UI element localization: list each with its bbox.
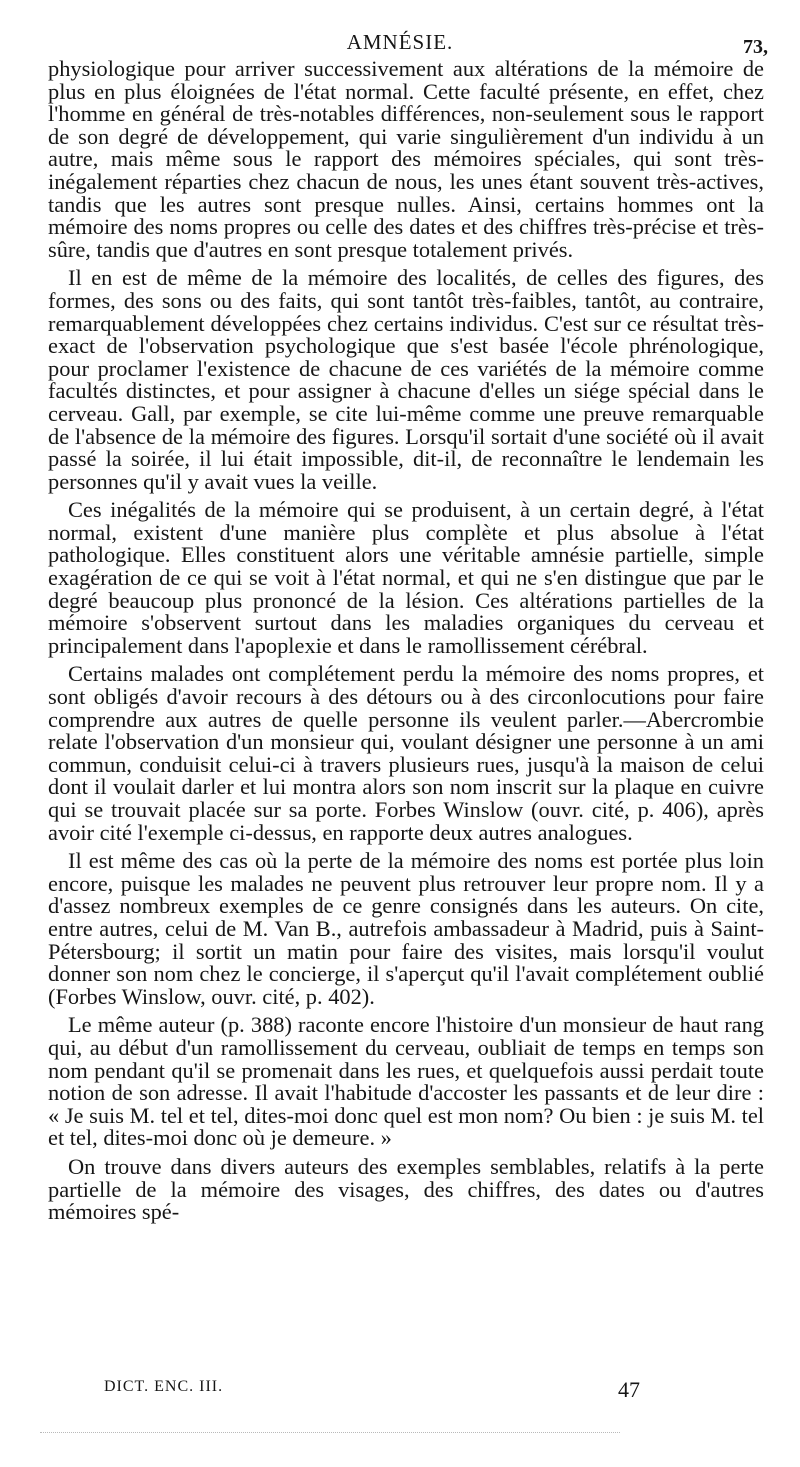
footer-divider <box>40 1432 620 1433</box>
paragraph: Il est même des cas où la perte de la mémoire des noms est portée plus loin encore, puisque les malades ne peuvent plus retrouver leur propre nom. Il y a d'assez nombreux exemples de ce genre consignés dans les auteurs. On cite, entre autres, celui de M. Van B., autrefois ambassadeur à Madrid, puis à Saint-Pétersbourg; il sortit un matin pour faire des visites, mais lorsqu'il voulut donner son nom chez le concierge, il s'aperçut qu'il l'avait complétement oublié (Forbes Winslow, ouvr. cité, p. 402). <box>48 848 764 1009</box>
paragraph: Le même auteur (p. 388) raconte encore l'histoire d'un monsieur de haut rang qui, au début d'un ramollissement du cerveau, oubliait de temps en temps son nom pendant qu'il se promenait dans les rues, et quelquefois aussi perdait toute notion de son adresse. Il avait l'habitude d'accoster les passants et de leur dire : « Je suis M. tel et tel, dites-moi donc quel est mon nom? Ou bien : je suis M. tel et tel, dites-moi donc où je demeure. » <box>48 1012 764 1151</box>
paragraph: Certains malades ont complétement perdu la mémoire des noms propres, et sont obligés d'avoir recours à des détours ou à des circonlocutions pour faire comprendre aux autres de quelle personne ils veulent parler.—Abercrombie relate l'observation d'un monsieur qui, voulant désigner une personne à un ami commun, conduisit celui-ci à travers plusieurs rues, jusqu'à la maison de celui dont il voulait darler et lui montra alors son nom inscrit sur la plaque en cuivre qui se trouvait placée sur sa porte. Forbes Winslow (ouvr. cité, p. 406), après avoir cité l'exemple ci-dessus, en rapporte deux autres analogues. <box>48 661 764 845</box>
page-number: 73, <box>743 36 768 58</box>
printer-signature: DICT. ENC. III. <box>104 1378 224 1395</box>
sheet-number: 47 <box>618 1377 640 1402</box>
paragraph: physiologique pour arriver successivement aux altérations de la mémoire de plus en plus éloignées de l'état normal. Cette faculté présente, en effet, chez l'homme en général de très-notables différences, non-seulement sous le rapport de son degré de développement, qui varie singulièrement d'un individu à un autre, mais même sous le rapport des mémoires spéciales, qui sont très-inégalement réparties chez chacun de nous, les unes étant souvent très-actives, tandis que les autres sont presque nulles. Ainsi, certains hommes ont la mémoire des noms propres ou celle des dates et des chiffres très-précise et très-sûre, tandis que d'autres en sont presque totalement privés. <box>48 56 764 262</box>
body-text <box>48 58 764 1224</box>
running-title: AMNÉSIE. <box>346 30 454 54</box>
paragraph: On trouve dans divers auteurs des exemples semblables, relatifs à la perte partielle de la mémoire des visages, des chiffres, des dates ou d'autres mémoires spé- <box>48 1153 764 1225</box>
paragraph: Il en est de même de la mémoire des localités, de celles des figures, des formes, des sons ou des faits, qui sont tantôt très-faibles, tantôt, au contraire, remarquablement développées chez certains individus. C'est sur ce résultat très-exact de l'observation psychologique que s'est basée l'école phrénologique, pour proclamer l'existence de chacune de ces variétés de la mémoire comme facultés distinctes, et pour assigner à chacune d'elles un siége spécial dans le cerveau. Gall, par exemple, se cite lui-même comme une preuve remarquable de l'absence de la mémoire des figures. Lorsqu'il sortait d'une société où il avait passé la soirée, il lui était impossible, dit-il, de reconnaître le lendemain les personnes qu'il y avait vues la veille. <box>48 265 764 494</box>
paragraph: Ces inégalités de la mémoire qui se produisent, à un certain degré, à l'état normal, existent d'une manière plus complète et plus absolue à l'état pathologique. Elles constituent alors une véritable amnésie partielle, simple exagération de ce qui se voit à l'état normal, et qui ne s'en distingue que par le degré beaucoup plus prononcé de la lésion. Ces altérations partielles de la mémoire s'observent surtout dans les maladies organiques du cerveau et principalement dans l'apoplexie et dans le ramollissement cérébral. <box>48 497 764 658</box>
